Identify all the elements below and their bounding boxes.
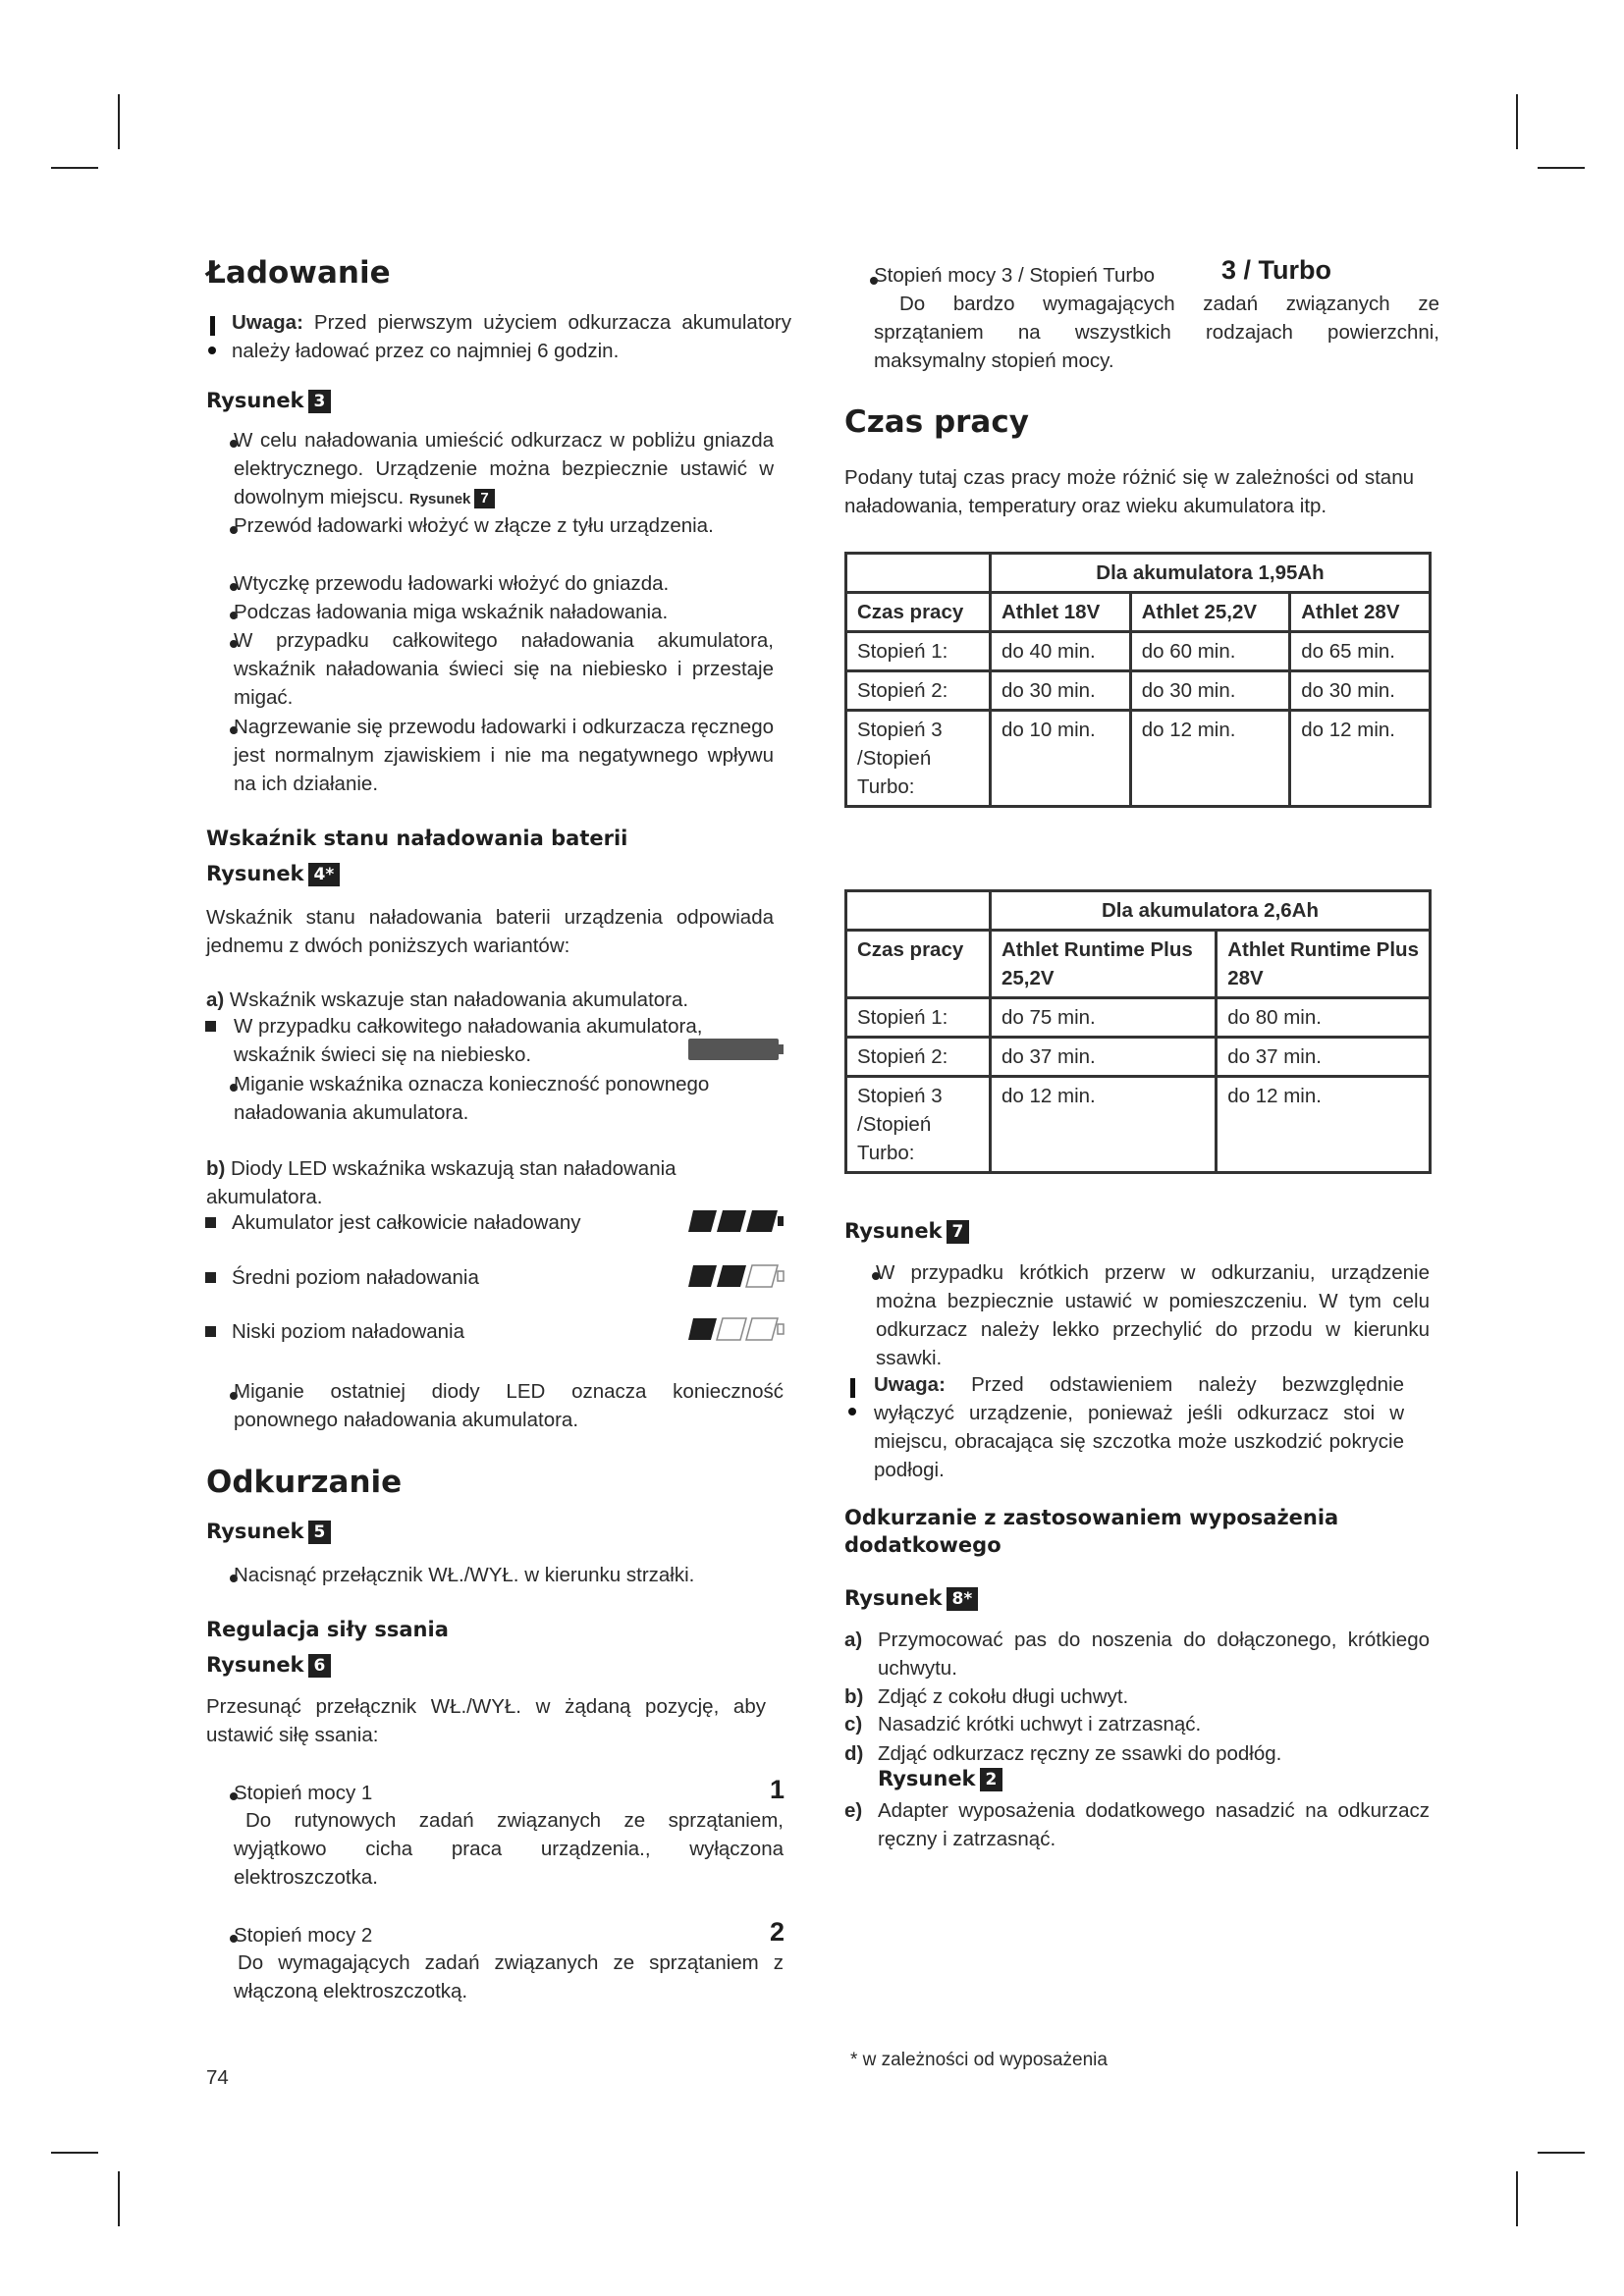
figure-ref-7 xyxy=(844,1219,969,1244)
table-col: Athlet Runtime Plus 28V xyxy=(1217,931,1431,998)
crop-mark xyxy=(1516,94,1518,149)
step-b-label: b) xyxy=(844,1685,864,1708)
table-cell: do 37 min. xyxy=(991,1038,1217,1077)
table-cell: do 65 min. xyxy=(1290,632,1431,671)
figure-number: 5 xyxy=(308,1521,332,1544)
charging-step-3: Wtyczkę przewodu ładowarki włożyć do gniazda. xyxy=(234,572,670,595)
step-b-text: Zdjąć z cokołu długi uchwyt. xyxy=(878,1685,1129,1708)
power-2-text: Do wymagających zadań związanych ze sprzątaniem z włączoną elektroszczotką. xyxy=(234,1951,784,2002)
runtime-table-26 xyxy=(844,889,1432,1174)
table-cell: do 12 min. xyxy=(1130,711,1290,807)
crop-mark xyxy=(118,2171,120,2226)
charging-step-5: W przypadku całkowitego naładowania akumulatora, wskaźnik naładowania świeci się na niebiesko i przestaje migać. xyxy=(234,629,774,709)
square-bullet xyxy=(205,1021,216,1032)
inline-figure-ref-label: Rysunek xyxy=(408,491,471,507)
power-2-number: 2 xyxy=(770,1917,785,1947)
crop-mark xyxy=(1538,2152,1585,2154)
table-row xyxy=(846,1038,1431,1077)
table-cell: do 12 min. xyxy=(1290,711,1431,807)
variant-a-label: a) xyxy=(206,988,225,1011)
figure-ref-label: Rysunek xyxy=(844,1586,943,1610)
variant-a-blink: Miganie wskaźnika oznacza konieczność ponownego naładowania akumulatora. xyxy=(234,1073,710,1124)
charging-step-1 xyxy=(234,426,774,513)
battery-full-icon xyxy=(687,1038,785,1061)
table-cell: do 30 min. xyxy=(1290,671,1431,711)
figure-ref-3 xyxy=(206,389,331,413)
table-row xyxy=(846,632,1431,671)
led-full: Akumulator jest całkowicie naładowany xyxy=(232,1211,581,1234)
figure-number: 3 xyxy=(308,390,332,413)
power-3-text: Do bardzo wymagających zadań związanych ze sprzątaniem na wszystkich rodzajach powierzchni, maksymalny stopień mocy. xyxy=(874,293,1439,372)
table-cell: Stopień 1: xyxy=(846,632,991,671)
battery-leds-full-icon xyxy=(687,1209,785,1233)
page-number: 74 xyxy=(206,2066,229,2089)
table-cell: Stopień 2: xyxy=(846,1038,991,1077)
table-cell: do 75 min. xyxy=(991,998,1217,1038)
figure-ref-label: Rysunek xyxy=(206,389,304,412)
variant-a xyxy=(206,986,785,1014)
step-c-text: Nasadzić krótki uchwyt i zatrzasnąć. xyxy=(878,1713,1202,1735)
charging-step-1-text: W celu naładowania umieścić odkurzacz w pobliżu gniazda elektrycznego. Urządzenie można bezpiecznie ustawić w dowolnym miejscu. xyxy=(234,429,774,508)
table-cell: do 12 min. xyxy=(1217,1077,1431,1173)
figure-ref-label: Rysunek xyxy=(206,862,304,885)
charging-step-2: Przewód ładowarki włożyć w złącze z tyłu urządzenia. xyxy=(234,514,714,537)
led-low: Niski poziom naładowania xyxy=(232,1320,465,1343)
table-col: Athlet Runtime Plus 25,2V xyxy=(991,931,1217,998)
variant-a-text: Wskaźnik wskazuje stan naładowania akumulatora. xyxy=(224,988,689,1011)
power-1-title: Stopień mocy 1 xyxy=(234,1782,373,1804)
table-cell: Stopień 3 /Stopień Turbo: xyxy=(846,1077,991,1173)
heading-suction: Regulacja siły ssania xyxy=(206,1618,449,1641)
crop-mark xyxy=(1538,167,1585,169)
table-col-label: Czas pracy xyxy=(846,593,991,632)
footnote: * w zależności od wyposażenia xyxy=(850,2050,1108,2070)
table-row xyxy=(846,931,1431,998)
warning-label: Uwaga: xyxy=(232,311,303,334)
heading-battery-indicator: Wskaźnik stanu naładowania baterii xyxy=(206,827,628,850)
crop-mark xyxy=(1516,2171,1518,2226)
crop-mark xyxy=(51,2152,98,2154)
figure-number: 6 xyxy=(308,1654,332,1678)
table-corner xyxy=(846,891,991,931)
warning-icon xyxy=(210,316,215,336)
table-cell: Stopień 3 /Stopień Turbo: xyxy=(846,711,991,807)
inline-figure-ref xyxy=(409,491,495,507)
figure-ref-6 xyxy=(206,1653,331,1678)
step-e-text: Adapter wyposażenia dodatkowego nasadzić na odkurzacz ręczny i zatrzasnąć. xyxy=(878,1799,1430,1850)
charging-step-6: Nagrzewanie się przewodu ładowarki i odkurzacza ręcznego jest normalnym zjawiskiem i nie ma negatywnego wpływu na ich działanie. xyxy=(234,716,774,795)
figure-ref-label: Rysunek xyxy=(206,1520,304,1543)
figure-ref-5 xyxy=(206,1520,331,1544)
warning-text: Przed odstawieniem należy bezwzględnie wyłączyć urządzenie, ponieważ jeśli odkurzacz stoi w miejscu, obracająca się szczotka może uszkodzić pokrycie podłogi. xyxy=(874,1373,1404,1481)
figure-number: 7 xyxy=(947,1220,970,1244)
table-row xyxy=(846,998,1431,1038)
power-1-number: 1 xyxy=(770,1775,785,1804)
step-c-label: c) xyxy=(844,1713,863,1735)
table-cell: Stopień 2: xyxy=(846,671,991,711)
table-cell: do 37 min. xyxy=(1217,1038,1431,1077)
power-3-number: 3 / Turbo xyxy=(1221,255,1331,285)
warning-text: Przed pierwszym użyciem odkurzacza akumulatory należy ładować przez co najmniej 6 godzin. xyxy=(232,311,791,362)
warning-icon xyxy=(850,1378,855,1398)
crop-mark xyxy=(118,94,120,149)
square-bullet xyxy=(205,1326,216,1337)
table-cell: do 40 min. xyxy=(991,632,1131,671)
charging-warning xyxy=(232,308,791,365)
crop-mark xyxy=(51,167,98,169)
table-cell: do 30 min. xyxy=(991,671,1131,711)
table-row xyxy=(846,593,1431,632)
table-col-label: Czas pracy xyxy=(846,931,991,998)
table-header: Dla akumulatora 2,6Ah xyxy=(991,891,1431,931)
last-led-note: Miganie ostatniej diody LED oznacza konieczność ponownego naładowania akumulatora. xyxy=(234,1380,784,1431)
square-bullet xyxy=(205,1217,216,1228)
warning-icon-dot xyxy=(848,1408,856,1415)
figure-ref-label: Rysunek xyxy=(878,1767,976,1790)
table-col: Athlet 25,2V xyxy=(1130,593,1290,632)
figure-ref-2 xyxy=(878,1767,1002,1791)
figure-ref-8 xyxy=(844,1586,978,1611)
table-corner xyxy=(846,554,991,593)
battery-leds-low-icon xyxy=(687,1317,785,1341)
step-a-label: a) xyxy=(844,1629,863,1651)
table-cell: do 12 min. xyxy=(991,1077,1217,1173)
table-col: Athlet 18V xyxy=(991,593,1131,632)
battery-leds-mid-icon xyxy=(687,1264,785,1288)
table-row xyxy=(846,711,1431,807)
square-bullet xyxy=(205,1272,216,1283)
power-2-title: Stopień mocy 2 xyxy=(234,1924,373,1947)
table-cell: do 30 min. xyxy=(1130,671,1290,711)
step-a-text: Przymocować pas do noszenia do dołączonego, krótkiego uchwytu. xyxy=(878,1629,1430,1680)
pause-warning xyxy=(874,1370,1404,1484)
variant-b xyxy=(206,1154,776,1211)
suction-intro: Przesunąć przełącznik WŁ./WYŁ. w żądaną pozycję, aby ustawić siłę ssania: xyxy=(206,1695,766,1746)
step-d-text: Zdjąć odkurzacz ręczny ze ssawki do podłóg. xyxy=(878,1742,1282,1765)
figure-number: 4* xyxy=(308,863,341,886)
power-1-text: Do rutynowych zadań związanych ze sprzątaniem, wyjątkowo cicha praca urządzenia., wyłączona elektroszczotka. xyxy=(234,1809,784,1889)
heading-vacuuming: Odkurzanie xyxy=(206,1465,403,1500)
variant-b-label: b) xyxy=(206,1157,226,1180)
table-col: Athlet 28V xyxy=(1290,593,1431,632)
figure-number: 2 xyxy=(980,1768,1003,1791)
table-cell: do 10 min. xyxy=(991,711,1131,807)
variant-a-full: W przypadku całkowitego naładowania akumulatora, wskaźnik świeci się na niebiesko. xyxy=(234,1015,703,1066)
runtime-intro: Podany tutaj czas pracy może różnić się w zależności od stanu naładowania, temperatury oraz wieku akumulatora itp. xyxy=(844,466,1414,517)
led-mid: Średni poziom naładowania xyxy=(232,1266,479,1289)
inline-figure-number: 7 xyxy=(474,489,494,508)
variant-b-text: Diody LED wskaźnika wskazują stan naładowania akumulatora. xyxy=(206,1157,677,1208)
figure-ref-label: Rysunek xyxy=(206,1653,304,1677)
heading-runtime: Czas pracy xyxy=(844,404,1029,440)
warning-label: Uwaga: xyxy=(874,1373,946,1396)
table-cell: do 80 min. xyxy=(1217,998,1431,1038)
table-cell: do 60 min. xyxy=(1130,632,1290,671)
table-row xyxy=(846,671,1431,711)
table-row xyxy=(846,1077,1431,1173)
heading-accessory: Odkurzanie z zastosowaniem wyposażenia dodatkowego xyxy=(844,1506,1339,1557)
figure-ref-label: Rysunek xyxy=(844,1219,943,1243)
warning-icon-dot xyxy=(208,347,216,354)
table-cell: Stopień 1: xyxy=(846,998,991,1038)
table-header: Dla akumulatora 1,95Ah xyxy=(991,554,1431,593)
power-3-title: Stopień mocy 3 / Stopień Turbo xyxy=(874,264,1156,287)
runtime-table-195 xyxy=(844,552,1432,808)
heading-charging: Ładowanie xyxy=(206,255,391,291)
indicator-intro: Wskaźnik stanu naładowania baterii urządzenia odpowiada jednemu z dwóch poniższych wariantów: xyxy=(206,906,774,957)
figure-ref-4 xyxy=(206,862,340,886)
step-e-label: e) xyxy=(844,1799,863,1822)
vacuum-step-1: Nacisnąć przełącznik WŁ./WYŁ. w kierunku strzałki. xyxy=(234,1564,695,1586)
step-d-label: d) xyxy=(844,1742,864,1765)
figure-number: 8* xyxy=(947,1587,979,1611)
charging-step-4: Podczas ładowania miga wskaźnik naładowania. xyxy=(234,601,669,623)
pause-note: W przypadku krótkich przerw w odkurzaniu, urządzenie można bezpiecznie ustawić w pomieszczeniu. W tym celu odkurzacz należy lekko przechylić do przodu w kierunku ssawki. xyxy=(876,1261,1430,1369)
